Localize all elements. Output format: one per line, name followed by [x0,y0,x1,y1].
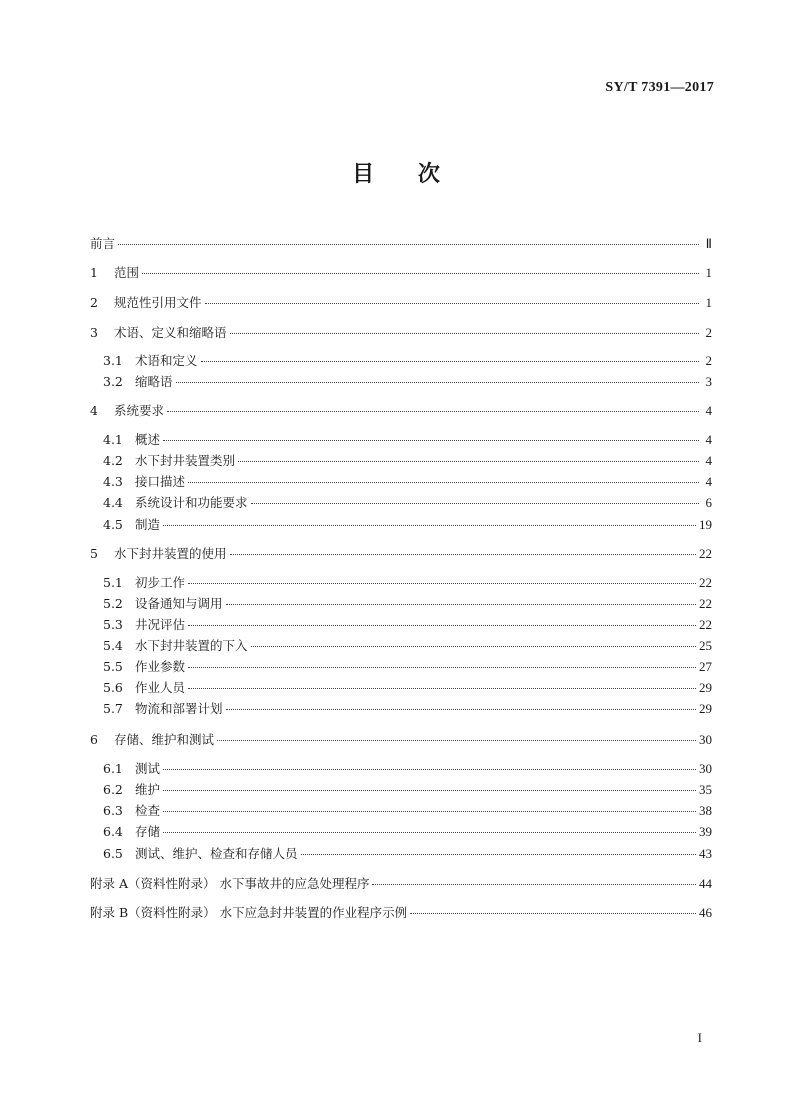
toc-entry[interactable] [103,698,712,718]
page-title [0,157,792,188]
dot-leader [238,447,699,462]
toc-entry-title: 术语和定义 [135,353,198,368]
toc-entry-number: 4.5 [103,517,123,532]
toc-entry[interactable] [103,429,712,449]
toc-entry[interactable] [103,821,712,841]
toc-entry-page: 4 [705,474,712,489]
toc-entry[interactable] [90,543,712,563]
document-code: SY/T 7391—2017 [605,80,714,95]
toc-entry-title: 缩略语 [135,374,173,389]
toc-entry-page: 25 [699,638,712,653]
toc-entry-number: 6.2 [103,782,123,797]
dot-leader [163,426,699,441]
page-number: I [697,1030,702,1045]
toc-entry-title: 测试、维护、检查和存储人员 [135,846,298,861]
toc-entry-page: 44 [699,876,712,891]
dot-leader [410,899,696,914]
toc-entry-page: Ⅱ [705,236,712,251]
toc-entry-number: 6.1 [103,761,123,776]
toc-entry[interactable] [90,233,712,253]
toc-entry-number: 6.5 [103,846,123,861]
toc-entry-title: 概述 [135,432,161,447]
toc-entry-page: 2 [705,325,712,340]
toc-entry-number: 6 [90,732,98,747]
toc-entry-page: 22 [699,575,712,590]
toc-entry[interactable] [90,262,712,282]
toc-entry-page: 22 [699,546,712,561]
toc-entry-title: 前言 [90,236,116,251]
toc-entry-number: 5.1 [103,575,123,590]
dot-leader [188,611,696,626]
toc-entry-title: 规范性引用文件 [114,295,202,310]
toc-entry-title: 附录 B（资料性附录） 水下应急封井装置的作业程序示例 [90,905,408,920]
toc-entry[interactable] [103,800,712,820]
toc-entry-title: 维护 [135,782,161,797]
toc-entry[interactable] [103,843,712,863]
toc-entry-number: 4.3 [103,474,123,489]
toc-entry[interactable] [103,450,712,470]
toc-entry[interactable] [90,322,712,342]
toc-entry[interactable] [103,635,712,655]
toc-entry[interactable] [103,371,712,391]
toc-entry-page: 46 [699,905,712,920]
toc-entry[interactable] [103,492,712,512]
dot-leader [201,347,699,362]
toc-entry-number: 5.7 [103,701,123,716]
toc-entry-number: 6.3 [103,803,123,818]
toc-entry[interactable] [103,572,712,592]
toc-entry-number: 5.2 [103,596,123,611]
dot-leader [188,468,699,483]
toc-entry-page: 39 [699,824,712,839]
toc-entry-number: 5.4 [103,638,123,653]
toc-entry[interactable] [90,400,712,420]
toc-entry-page: 43 [699,846,712,861]
toc-entry-number: 4 [90,403,98,418]
title-char-right: 次 [417,162,440,187]
toc-entry[interactable] [103,350,712,370]
toc-entry-page: 30 [699,761,712,776]
toc-entry-title: 作业参数 [135,659,186,674]
toc-entry-page: 3 [705,374,712,389]
dot-leader [226,695,696,710]
dot-leader [163,818,696,833]
dot-leader [163,797,696,812]
toc-entry-title: 测试 [135,761,161,776]
toc-entry-page: 35 [699,782,712,797]
toc-entry-title: 水下封井装置的使用 [114,546,227,561]
dot-leader [372,870,696,885]
toc-entry-page: 4 [705,403,712,418]
dot-leader [176,368,699,383]
dot-leader [163,511,696,526]
dot-leader [167,397,699,412]
toc-entry-number: 3 [90,325,98,340]
toc-entry[interactable] [103,614,712,634]
toc-entry-number: 1 [90,265,98,280]
toc-entry-title: 制造 [135,517,161,532]
toc-entry-title: 物流和部署计划 [135,701,223,716]
dot-leader [118,230,699,245]
toc-entry-title: 存储、维护和测试 [114,732,215,747]
toc-entry-page: 19 [699,517,712,532]
toc-entry[interactable] [103,593,712,613]
toc-entry[interactable] [103,779,712,799]
toc-entry[interactable] [90,729,712,749]
toc-entry-title: 作业人员 [135,680,186,695]
toc-entry[interactable] [103,677,712,697]
toc-entry-page: 27 [699,659,712,674]
dot-leader [188,569,696,584]
toc-entry[interactable] [103,471,712,491]
dot-leader [301,840,696,855]
dot-leader [251,489,699,504]
toc-entry-page: 38 [699,803,712,818]
dot-leader [163,755,696,770]
dot-leader [142,259,699,274]
toc-entry-page: 4 [705,453,712,468]
toc-entry-page: 22 [699,596,712,611]
dot-leader [226,590,696,605]
toc-entry-number: 4.1 [103,432,123,447]
dot-leader [163,776,696,791]
toc-entry-title: 接口描述 [135,474,186,489]
toc-entry-page: 1 [705,295,712,310]
toc-entry-title: 井况评估 [135,617,186,632]
toc-entry-number: 5.5 [103,659,123,674]
toc-entry[interactable] [103,758,712,778]
toc-entry-title: 水下封井装置的下入 [135,638,248,653]
toc-entry-number: 3.2 [103,374,123,389]
toc-entry-title: 初步工作 [135,575,186,590]
toc-entry-title: 设备通知与调用 [135,596,223,611]
toc-entry-page: 2 [705,353,712,368]
toc-entry-page: 22 [699,617,712,632]
toc-entry-number: 5.3 [103,617,123,632]
dot-leader [205,289,699,304]
toc-entry-page: 1 [705,265,712,280]
toc-entry-title: 系统设计和功能要求 [135,495,248,510]
toc-entry-number: 5 [90,546,98,561]
toc-entry-title: 检查 [135,803,161,818]
toc-entry-page: 4 [705,432,712,447]
toc-entry-title: 系统要求 [114,403,165,418]
toc-entry-title: 附录 A（资料性附录） 水下事故井的应急处理程序 [90,876,370,891]
toc-entry-title: 范围 [114,265,140,280]
toc-entry[interactable] [90,902,712,922]
dot-leader [230,540,696,555]
toc-entry-number: 6.4 [103,824,123,839]
dot-leader [251,632,696,647]
toc-entry-title: 术语、定义和缩略语 [114,325,227,340]
toc-entry-number: 2 [90,295,98,310]
toc-entry-number: 3.1 [103,353,123,368]
dot-leader [188,674,696,689]
toc-entry[interactable] [103,656,712,676]
toc-entry[interactable] [90,292,712,312]
toc-entry-page: 6 [705,495,712,510]
dot-leader [230,319,699,334]
toc-entry-number: 4.2 [103,453,123,468]
toc-entry-title: 存储 [135,824,161,839]
toc-entry-title: 水下封井装置类别 [135,453,236,468]
title-char-left: 目 [352,162,375,187]
toc-entry-number: 5.6 [103,680,123,695]
toc-entry-page: 30 [699,732,712,747]
toc-entry-page: 29 [699,701,712,716]
toc-entry-number: 4.4 [103,495,123,510]
toc-entry[interactable] [90,873,712,893]
toc-entry[interactable] [103,514,712,534]
dot-leader [188,653,696,668]
toc-entry-page: 29 [699,680,712,695]
dot-leader [217,726,696,741]
